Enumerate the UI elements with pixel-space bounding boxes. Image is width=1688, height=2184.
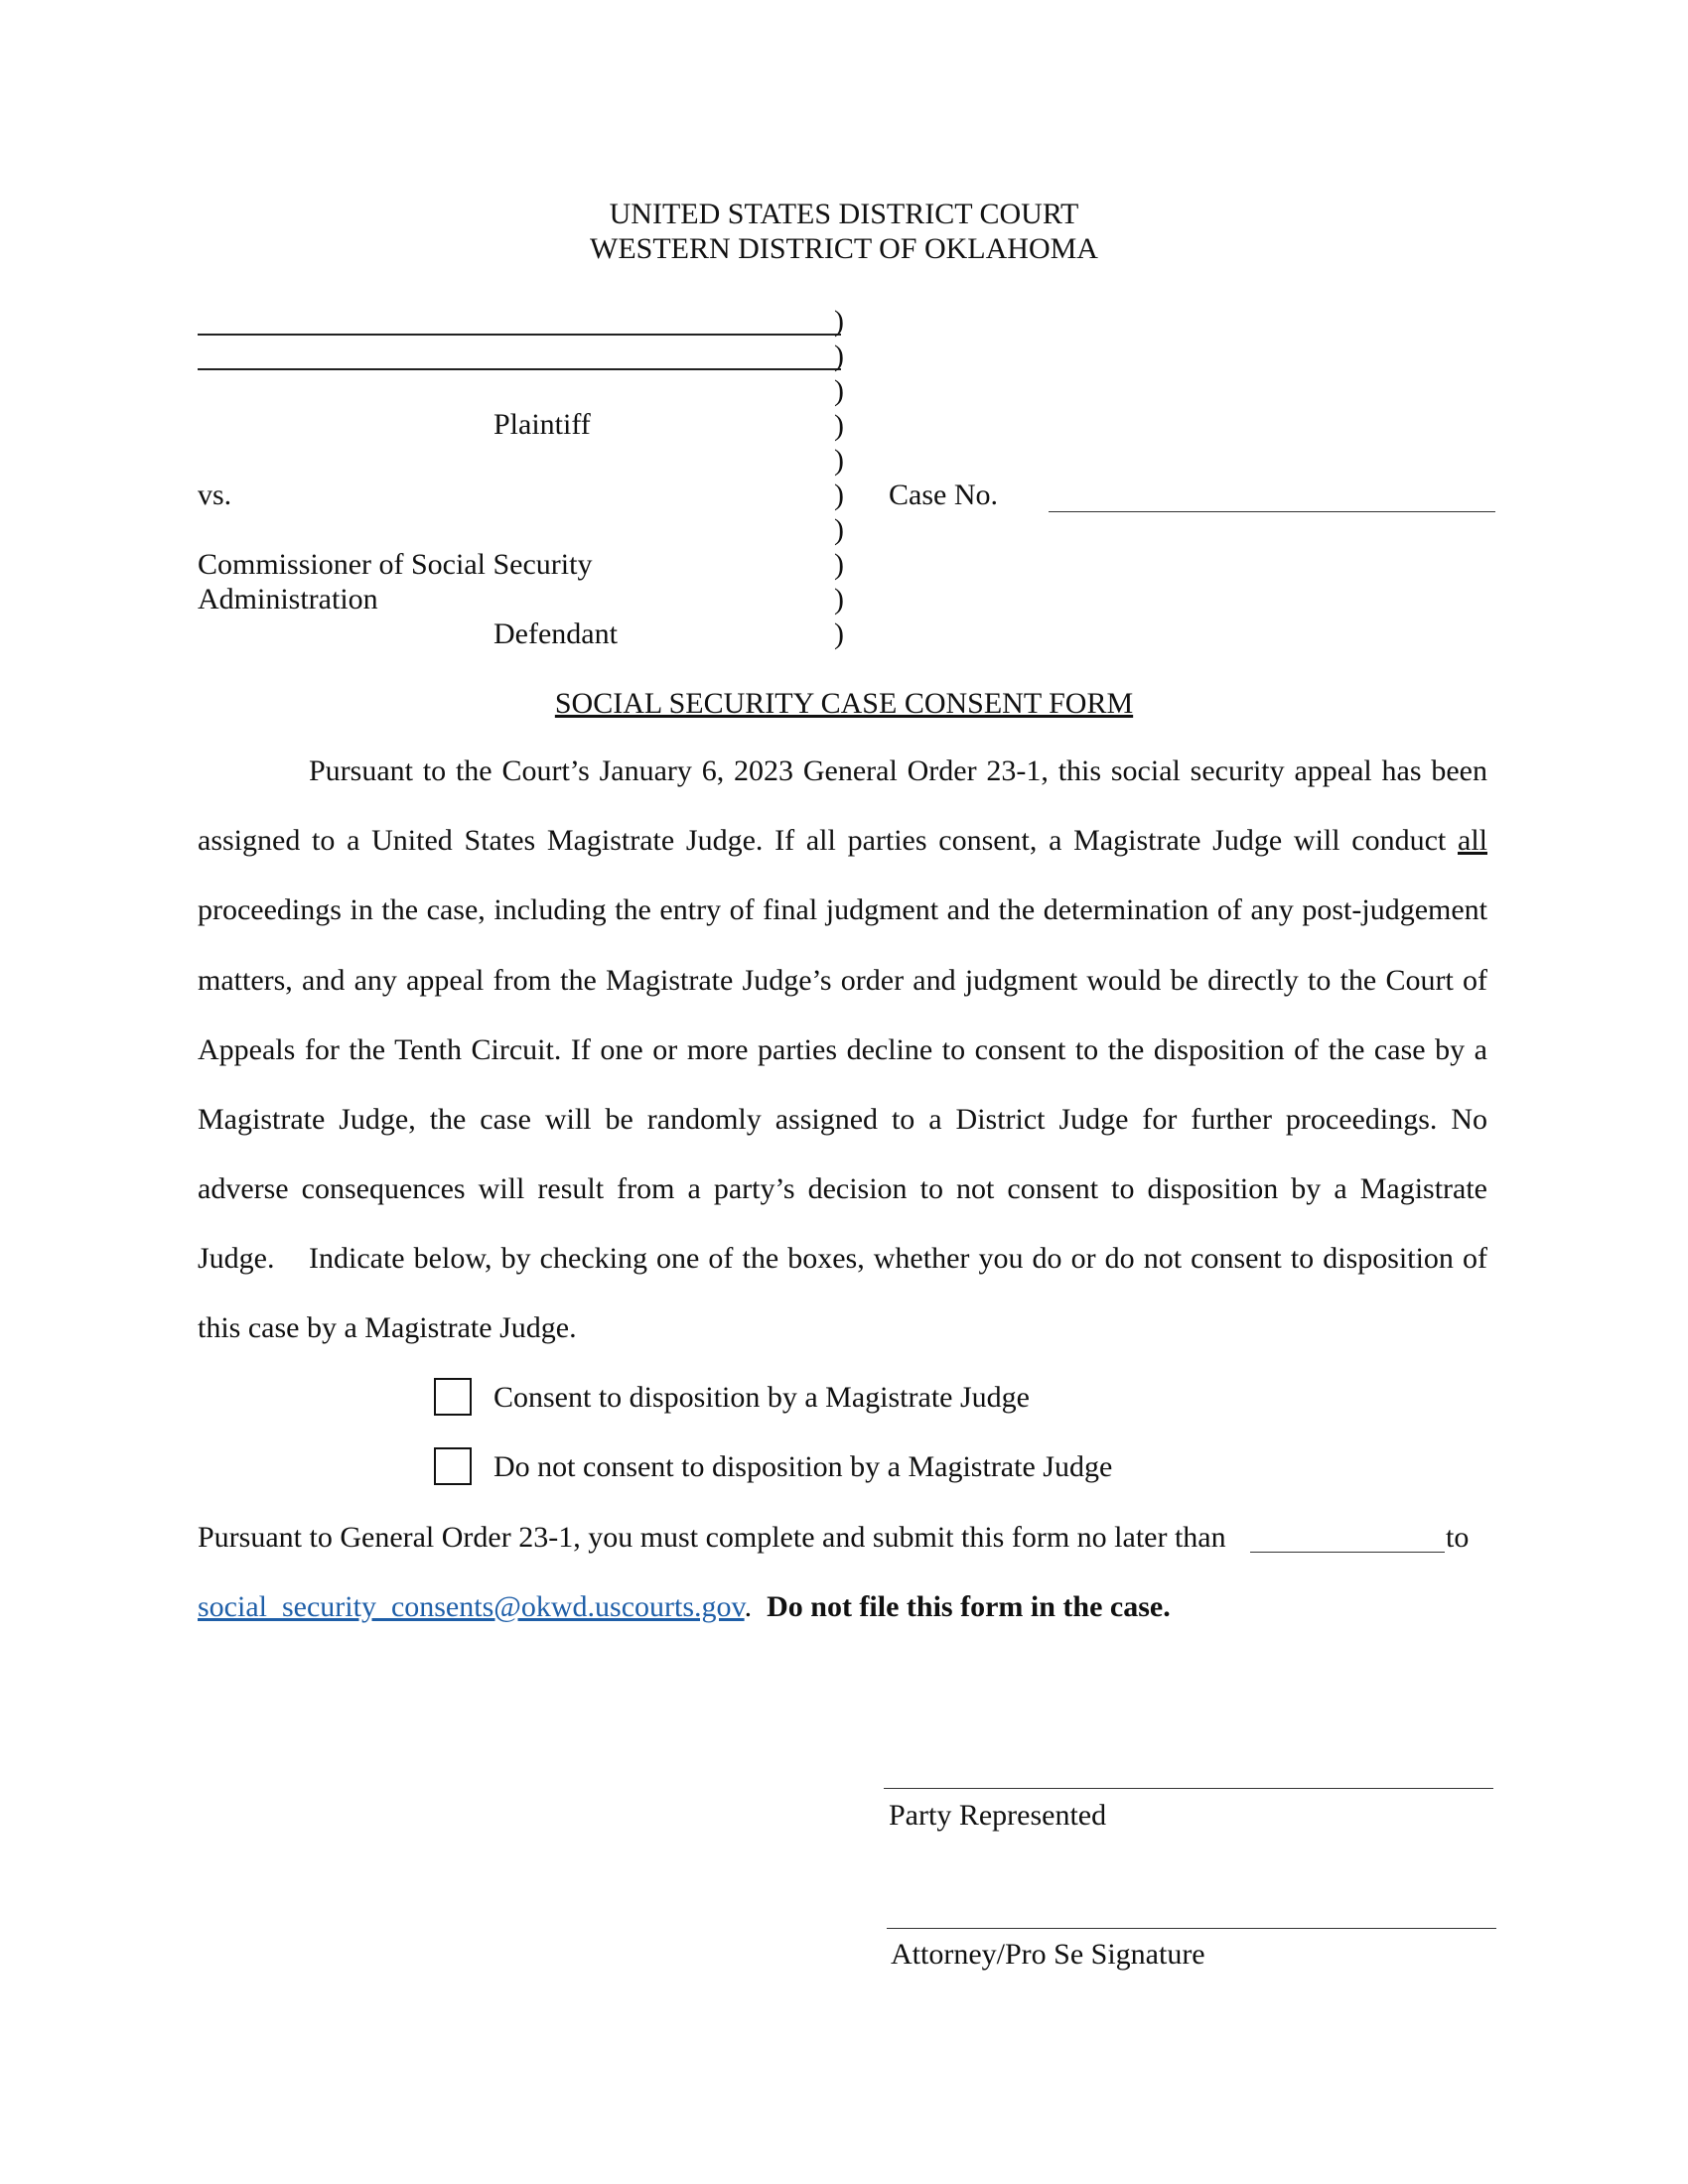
paragraph-intro-text-2: proceedings in the case, including the entry of final judgment and the determination of any post-judgement matters, and any appeal from the Magistrate Judge’s order and judgment would be directly to the Court of Appeals for the Tenth Circuit. If one or more parties decline to consent to the disposition of the case by a Magistrate Judge, the case will be randomly assigned to a District Judge for further proceedings. No adverse consequences will result from a party’s decision to not consent to disposition by a Magistrate Judge. [198,893,1487,1276]
party-represented-label: Party Represented [889,1799,1107,1832]
caption-paren: ) [834,583,844,615]
district-name: WESTERN DISTRICT OF OKLAHOMA [590,232,1098,265]
caption-paren: ) [834,478,844,511]
caption-paren: ) [834,409,844,442]
not-consent-option-label: Do not consent to disposition by a Magistrate Judge [493,1450,1113,1483]
do-not-file-warning: Do not file this form in the case. [767,1590,1171,1623]
paragraph-intro-text-1: Pursuant to the Court’s January 6, 2023 General Order 23-1, this social security appeal has been assigned to a United States Magistrate Judge. If all parties consent, a Magistrate Judge will conduct [198,754,1487,858]
email-suffix: . [744,1590,753,1623]
court-name: UNITED STATES DISTRICT COURT [609,198,1079,230]
case-no-field[interactable] [1049,511,1495,512]
plaintiff-name-line-1[interactable] [198,334,841,336]
caption-paren: ) [834,444,844,477]
deadline-text: Pursuant to General Order 23-1, you must complete and submit this form no later than [198,1521,1226,1554]
signature-line[interactable] [887,1928,1496,1929]
consent-checkbox[interactable] [434,1378,472,1416]
defendant-name-line-1: Commissioner of Social Security [198,548,593,581]
deadline-to: to [1446,1521,1470,1554]
caption-paren: ) [834,548,844,581]
paragraph-intro-all: all [1458,824,1487,858]
vs-label: vs. [198,478,232,511]
caption-paren: ) [834,305,844,338]
caption-paren: ) [834,513,844,546]
caption-paren: ) [834,374,844,407]
paragraph-instructions-text: Indicate below, by checking one of the boxes, whether you do or do not consent to disposition of this case by a Magistrate Judge. [198,1242,1487,1345]
form-title [0,686,1688,722]
signature-label: Attorney/Pro Se Signature [891,1938,1205,1971]
defendant-name-line-2: Administration [198,583,378,615]
consent-option-label: Consent to disposition by a Magistrate Judge [493,1381,1030,1414]
case-no-label: Case No. [889,478,998,511]
paragraph-intro [198,737,1487,1295]
not-consent-checkbox[interactable] [434,1447,472,1485]
caption-paren: ) [834,617,844,650]
defendant-label: Defendant [493,617,618,650]
paragraph-instructions [198,1224,1487,1363]
plaintiff-name-line-2[interactable] [198,368,841,370]
plaintiff-label: Plaintiff [493,408,591,441]
party-represented-line[interactable] [884,1788,1493,1789]
email-line [198,1589,1171,1625]
deadline-date-field[interactable] [1250,1552,1445,1553]
email-link[interactable]: social_security_consents@okwd.uscourts.gov [198,1590,745,1623]
caption-paren: ) [834,340,844,372]
form-title-text: SOCIAL SECURITY CASE CONSENT FORM [554,687,1134,720]
